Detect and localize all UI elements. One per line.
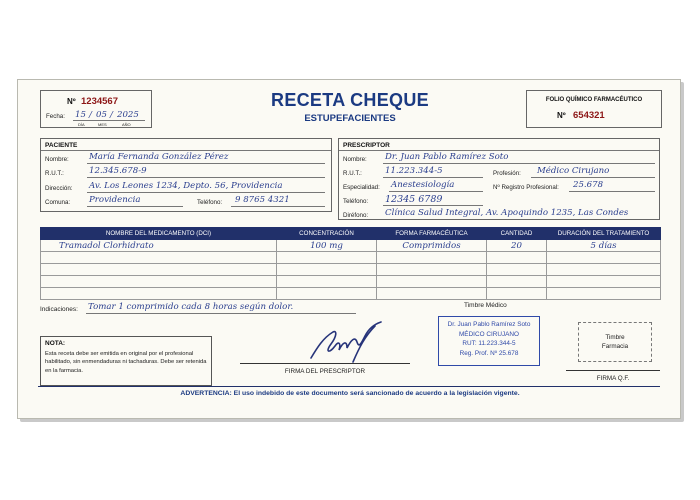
- table-row: [41, 264, 661, 276]
- date-year[interactable]: 2025: [117, 110, 139, 120]
- empty-cell[interactable]: [41, 288, 277, 300]
- document-subtitle: ESTUPEFACIENTES: [304, 113, 396, 124]
- col-header-duration: DURACIÓN DEL TRATAMIENTO: [547, 228, 661, 240]
- indications-line: [86, 313, 356, 314]
- folio-number: 654321: [573, 110, 605, 121]
- patient-address-label: Dirección:: [45, 185, 73, 192]
- prescriber-specialty-line: [389, 191, 483, 192]
- document-title: RECETA CHEQUE: [271, 90, 429, 110]
- prescriber-specialty-value[interactable]: Anestesiología: [391, 180, 455, 190]
- prescriber-name-line: [383, 163, 655, 164]
- empty-cell[interactable]: [547, 276, 661, 288]
- warning-rule: [38, 386, 660, 387]
- table-row: [41, 288, 661, 300]
- empty-cell[interactable]: [41, 276, 277, 288]
- empty-cell[interactable]: [377, 252, 487, 264]
- empty-cell[interactable]: [277, 252, 377, 264]
- day-label: DÍA: [78, 122, 85, 127]
- prescriber-signature-line: [240, 363, 410, 364]
- prescriber-phone-label: Teléfono:: [343, 198, 369, 205]
- prescriber-rut-label: R.U.T.:: [343, 170, 362, 177]
- patient-name-line: [87, 163, 325, 164]
- prescriber-signature-label: FIRMA DEL PRESCRIPTOR: [284, 368, 366, 375]
- empty-cell[interactable]: [41, 252, 277, 264]
- empty-cell[interactable]: [41, 264, 277, 276]
- table-row: [41, 252, 661, 264]
- prescriber-phone-value[interactable]: 12345 6789: [385, 194, 443, 205]
- empty-cell[interactable]: [277, 276, 377, 288]
- warning-body: El uso indebido de este documento será sancionado de acuerdo a la legislación vigente.: [233, 390, 520, 397]
- stamp-reg: Reg. Prof. Nº 25.678: [459, 349, 519, 357]
- date-sep-2: /: [110, 110, 113, 120]
- empty-cell[interactable]: [377, 276, 487, 288]
- patient-commune-value[interactable]: Providencia: [89, 195, 141, 205]
- pharmacy-stamp-box: [578, 322, 652, 362]
- prescriber-name-label: Nombre:: [343, 156, 367, 163]
- patient-name-value[interactable]: María Fernanda González Pérez: [89, 152, 229, 162]
- warning-text: [18, 390, 682, 397]
- folio-label: FOLIO QUÍMICO FARMACÉUTICO: [545, 97, 643, 103]
- prescriber-section-label: PRESCRIPTOR: [343, 142, 390, 149]
- patient-phone-label: Teléfono:: [197, 199, 223, 206]
- medication-concentration-cell[interactable]: 100 mg: [277, 240, 377, 252]
- empty-cell[interactable]: [277, 264, 377, 276]
- patient-rut-value[interactable]: 12.345.678-9: [89, 166, 147, 176]
- prescription-card: [17, 79, 681, 419]
- prescriber-address-value[interactable]: Clínica Salud Integral, Av. Apoquindo 1235, Las Condes: [385, 208, 629, 218]
- prescriber-profession-value[interactable]: Médico Cirujano: [537, 166, 610, 176]
- prescriber-specialty-label: Especialidad:: [343, 184, 380, 191]
- patient-rut-label: R.U.T.:: [45, 170, 64, 177]
- warning-label: ADVERTENCIA:: [180, 390, 232, 397]
- col-header-concentration: CONCENTRACIÓN: [277, 228, 377, 240]
- prescriber-registry-label: Nº Registro Profesional:: [493, 184, 559, 191]
- prescriber-registry-value[interactable]: 25.678: [573, 180, 604, 190]
- empty-cell[interactable]: [377, 288, 487, 300]
- medications-table: [40, 227, 661, 300]
- doctor-stamp: [438, 316, 540, 366]
- patient-phone-line: [231, 206, 325, 207]
- prescriber-registry-line: [569, 191, 655, 192]
- empty-cell[interactable]: [547, 288, 661, 300]
- prescriber-profession-label: Profesión:: [493, 170, 521, 177]
- date-month[interactable]: 05: [96, 110, 107, 120]
- stamp-title: Timbre Médico: [464, 302, 507, 309]
- patient-header-rule: [41, 150, 331, 151]
- patient-section: [40, 138, 332, 212]
- medication-quantity-cell[interactable]: 20: [487, 240, 547, 252]
- patient-rut-line: [87, 177, 325, 178]
- number-prefix: Nº: [67, 97, 76, 106]
- pharmacy-stamp-line1: Timbre: [605, 334, 625, 341]
- folio-prefix: Nº: [557, 111, 566, 120]
- prescriber-name-value[interactable]: Dr. Juan Pablo Ramírez Soto: [385, 152, 509, 162]
- medication-form-cell[interactable]: Comprimidos: [377, 240, 487, 252]
- empty-cell[interactable]: [487, 264, 547, 276]
- medication-name-cell[interactable]: Tramadol Clorhidrato: [41, 240, 277, 252]
- prescriber-header-rule: [339, 150, 659, 151]
- prescriber-rut-line: [383, 177, 483, 178]
- table-row: [41, 240, 661, 252]
- prescription-number: 1234567: [81, 96, 118, 107]
- prescriber-rut-value[interactable]: 11.223.344-5: [385, 166, 443, 176]
- indications-label: Indicaciones:: [40, 306, 78, 313]
- medication-duration-cell[interactable]: 5 días: [547, 240, 661, 252]
- pharmacy-signature-line: [566, 370, 660, 371]
- date-day[interactable]: 15: [75, 110, 86, 120]
- empty-cell[interactable]: [487, 288, 547, 300]
- prescriber-profession-line: [531, 177, 655, 178]
- patient-name-label: Nombre:: [45, 156, 69, 163]
- stamp-rut: RUT: 11.223.344-5: [462, 340, 516, 347]
- note-title: NOTA:: [45, 340, 66, 347]
- indications-value[interactable]: Tomar 1 comprimido cada 8 horas según dolor.: [88, 302, 294, 312]
- empty-cell[interactable]: [487, 252, 547, 264]
- note-text: Esta receta debe ser emitida en original por el profesional habilitado, sin enmendaduras ni tachaduras. Debe ser retenida en la farmacia.: [45, 351, 207, 374]
- pharmacy-signature-label: FIRMA Q.F.: [596, 375, 630, 382]
- patient-address-line: [87, 192, 325, 193]
- col-header-quantity: CANTIDAD: [487, 228, 547, 240]
- signature-scribble-icon: [303, 318, 393, 364]
- empty-cell[interactable]: [277, 288, 377, 300]
- note-box: [40, 336, 212, 386]
- prescriber-section: [338, 138, 660, 220]
- patient-address-value[interactable]: Av. Los Leones 1234, Depto. 56, Providencia: [89, 181, 283, 191]
- col-header-form: FORMA FARMACÉUTICA: [377, 228, 487, 240]
- stamp-name: Dr. Juan Pablo Ramírez Soto: [447, 321, 531, 328]
- prescriber-phone-line: [383, 205, 483, 206]
- patient-commune-line: [87, 206, 183, 207]
- empty-cell[interactable]: [377, 264, 487, 276]
- patient-phone-value[interactable]: 9 8765 4321: [235, 195, 290, 205]
- pharmacy-stamp-line2: Farmacia: [601, 343, 629, 350]
- table-row: [41, 276, 661, 288]
- stamp-profession: MÉDICO CIRUJANO: [458, 330, 519, 338]
- empty-cell[interactable]: [547, 252, 661, 264]
- date-sep-1: /: [89, 110, 92, 120]
- folio-box: [526, 90, 662, 128]
- prescriber-address-label: Diréfono:: [343, 212, 369, 219]
- date-label: Fecha:: [46, 113, 65, 120]
- month-label: MES: [98, 122, 107, 127]
- medications-header-row: [41, 228, 661, 240]
- patient-commune-label: Comuna:: [45, 199, 71, 206]
- col-header-medication: NOMBRE DEL MEDICAMENTO (DCI): [41, 228, 277, 240]
- year-label: AÑO: [122, 122, 131, 127]
- empty-cell[interactable]: [487, 276, 547, 288]
- patient-section-label: PACIENTE: [45, 142, 78, 149]
- empty-cell[interactable]: [547, 264, 661, 276]
